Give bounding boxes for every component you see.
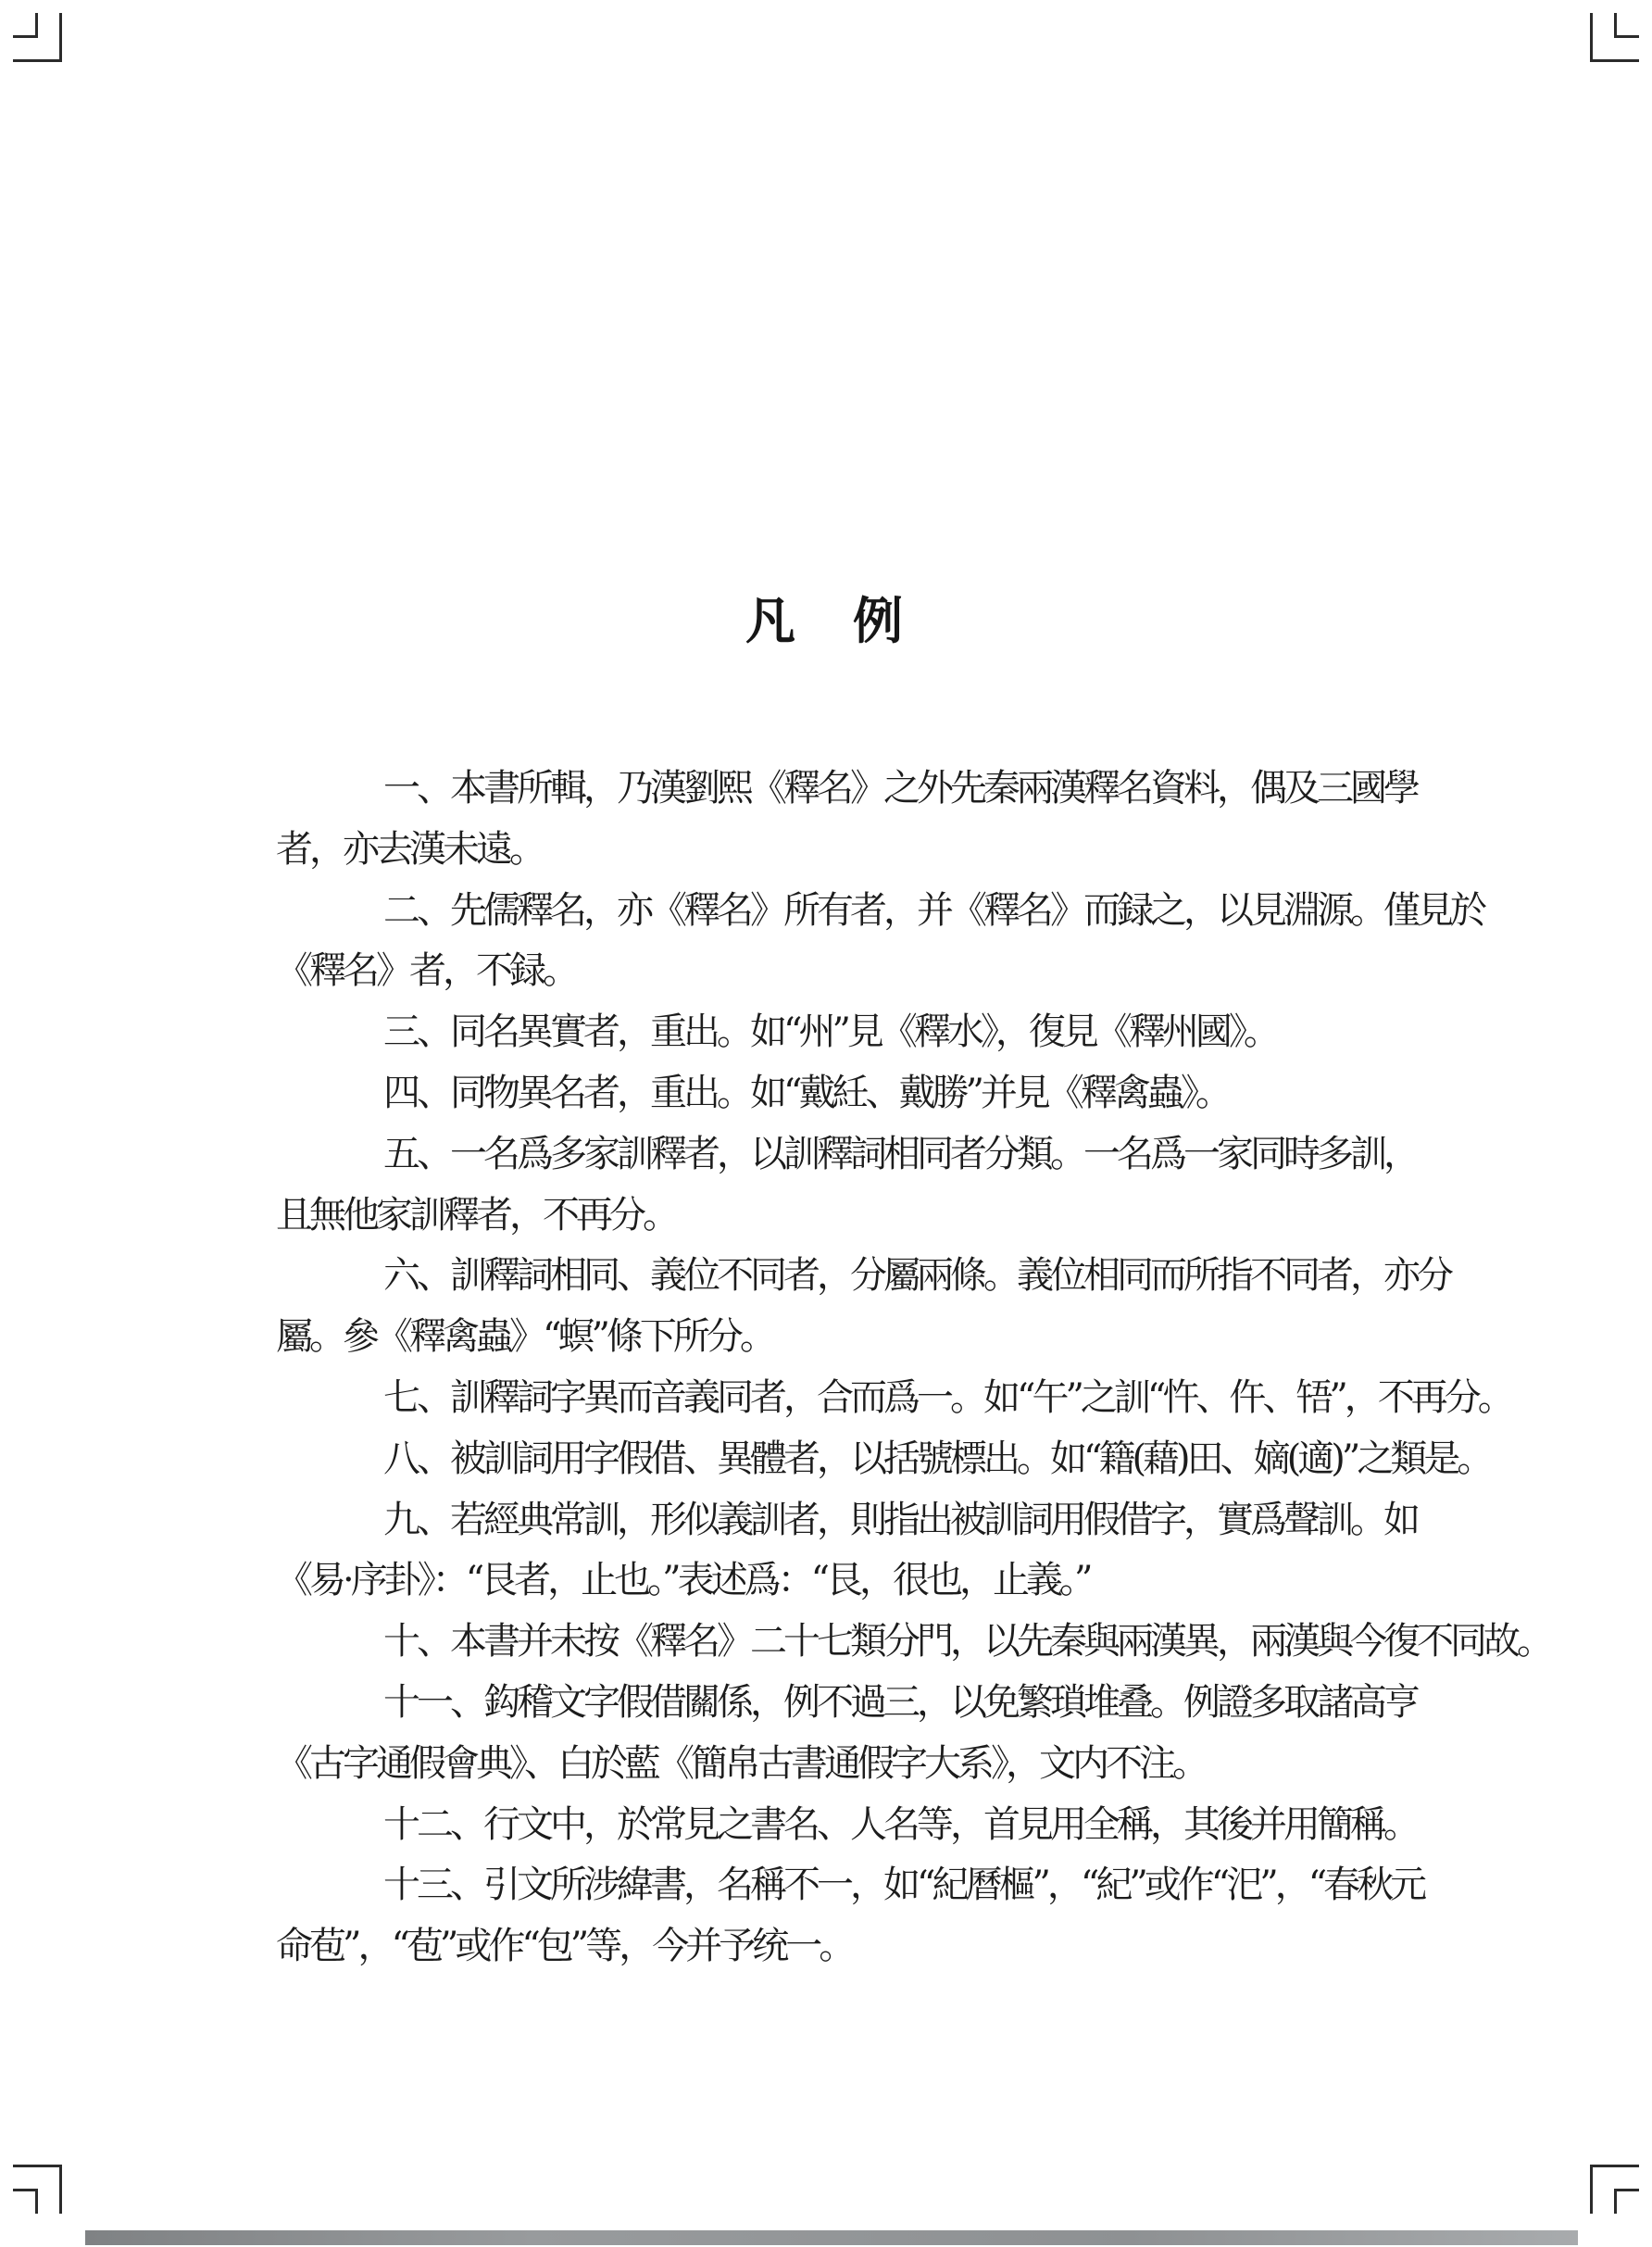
body-line: 八、被訓詞用字假借、異體者，以括號標出。如“籍(藉)田、嫡(適)”之類是。 (383, 1437, 1491, 1480)
body-line: 《易·序卦》：“艮者，止也。”表述爲：“艮，很也，止義。” (276, 1559, 1090, 1602)
scan-edge-artifact (85, 2230, 1578, 2245)
body-line: 十三、引文所涉緯書，名稱不一，如“紀曆樞”，“紀”或作“汜”，“春秋元 (383, 1864, 1424, 1907)
crop-mark-bottom-left-icon (0, 2117, 74, 2247)
body-line: 十二、行文中，於常見之書名、人名等，首見用全稱，其後并用簡稱。 (383, 1802, 1417, 1846)
body-line: 屬。參《釋禽蟲》“螟”條下所分。 (276, 1315, 773, 1359)
body-line: 一、本書所輯，乃漢劉熙《釋名》之外先秦兩漢釋名資料，偶及三國學 (383, 767, 1417, 810)
body-line: 《古字通假會典》、白於藍《簡帛古書通假字大系》，文内不注。 (276, 1741, 1206, 1785)
body-line: 九、若經典常訓，形似義訓者，則指出被訓詞用假借字，實爲聲訓。如 (383, 1498, 1417, 1541)
body-line: 六、訓釋詞相同、義位不同者，分屬兩條。義位相同而所指不同者，亦分 (383, 1254, 1450, 1298)
body-line: 三、同名異實者，重出。如“州”見《釋水》，復見《釋州國》。 (383, 1011, 1277, 1054)
body-line: 五、一名爲多家訓釋者，以訓釋詞相同者分類。一名爲一家同時多訓， (383, 1132, 1417, 1175)
body-text-block (276, 759, 1550, 1977)
crop-mark-bottom-right-icon (1578, 2117, 1652, 2247)
body-line: 且無他家訓釋者，不再分。 (276, 1193, 676, 1236)
page-title: 凡 例 (745, 591, 907, 650)
body-line: 《釋名》者，不録。 (276, 949, 576, 993)
body-line: 七、訓釋詞字異而音義同者，合而爲一。如“午”之訓“忤、仵、啎”，不再分。 (383, 1375, 1511, 1419)
body-line: 命苞”，“苞”或作“包”等，今并予统一。 (276, 1925, 853, 1968)
body-line: 四、同物異名者，重出。如“戴紝、戴勝”并見《釋禽蟲》。 (383, 1071, 1229, 1114)
body-line: 二、先儒釋名，亦《釋名》所有者，并《釋名》而録之，以見淵源。僅見於 (383, 888, 1483, 932)
crop-mark-top-right-icon (1578, 0, 1652, 74)
body-line: 十、本書并未按《釋名》二十七類分門，以先秦與兩漢異，兩漢與今復不同故。 (383, 1620, 1550, 1663)
body-line: 十一、鈎稽文字假借關係，例不過三，以免繁瑣堆叠。例證多取諸高亨 (383, 1680, 1417, 1724)
body-line: 者，亦去漢未遠。 (276, 827, 543, 871)
